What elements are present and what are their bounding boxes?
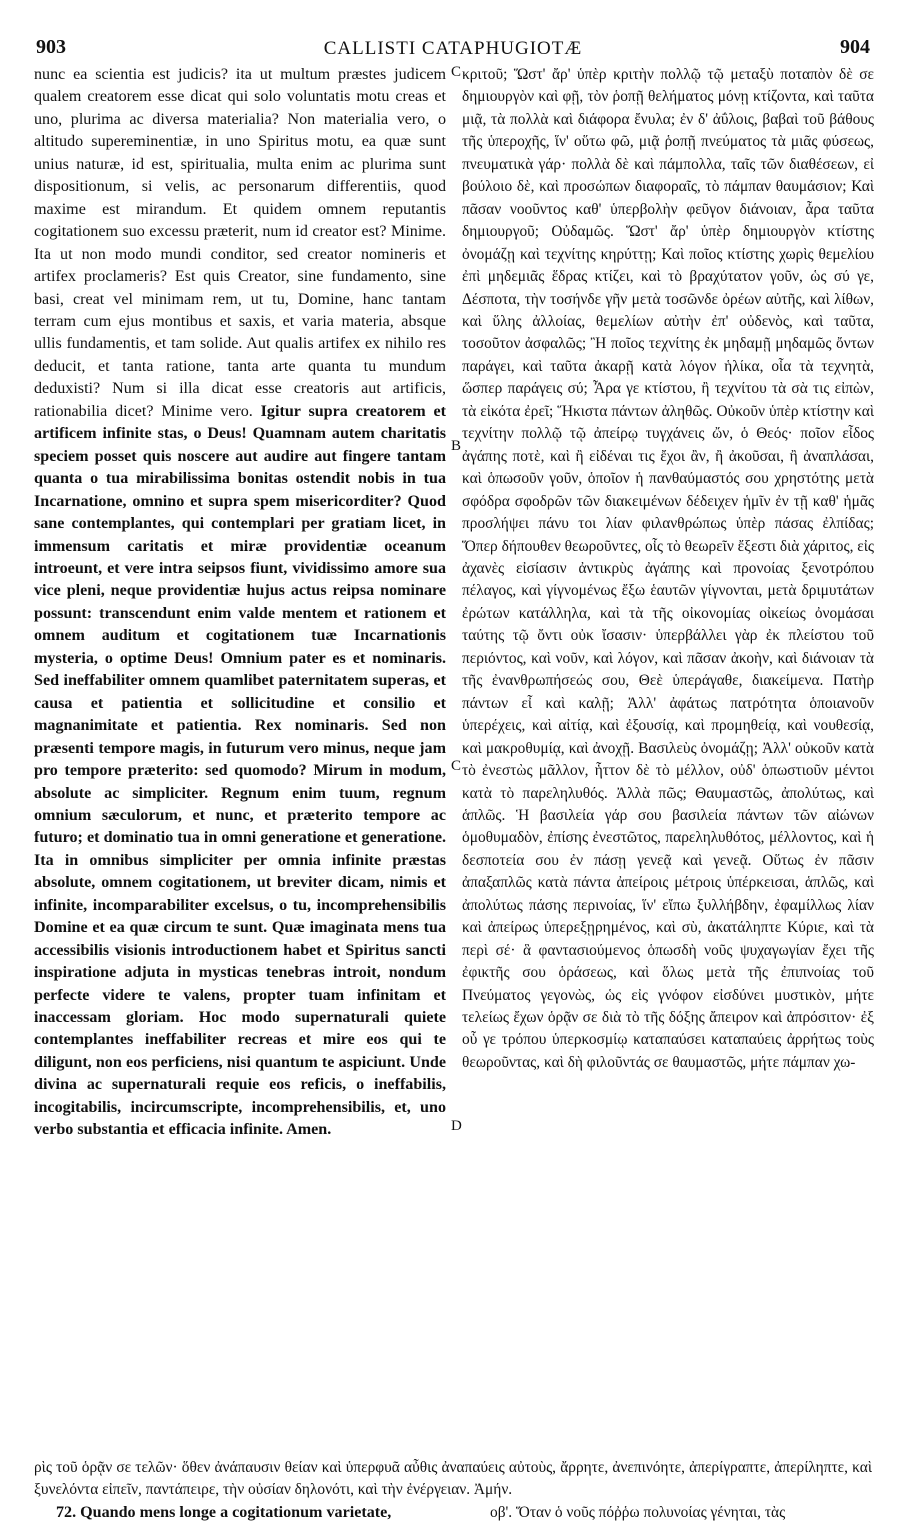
margin-letter-c: C: [451, 64, 462, 80]
margin-letter-c-second: C: [451, 758, 462, 774]
margin-letter-b: B: [451, 438, 462, 454]
latin-text-bold: Igitur supra creatorem et artificem infinite stas, o Deus! Quamnam autem charitatis speciem posset quis noscere aut audire aut fingere tantam quanta o tua mirabilissima bonitas ostendit nobis in tua Incarnatione, omnino et supra spem misericorditer? Quod sane contemplantes, qui contemplari per gratiam licet, in immensum caritatis et miræ providentiæ oceanum introeunt, et vere intra seipsos fiunt, vividissimo amore sua vice pleni, neque providentiæ hujus actus reipsa nominare possunt: transcendunt enim valde mentem et rationem et omnem auditum et cogitationem tuæ Incarnationis mysteria, o optime Deus! Omnium pater es et nominaris. Sed ineffabiliter omnem quamlibet paternitatem superas, et causa et patientia et sollicitudine et consilio et magnanimitate et patientia. Rex nominaris. Sed non præsenti tempore magis, in futurum vero minus, neque jam pro tempore præterito: sed quomodo? Mirum in modum, absolute ac simpliciter. Regnum enim tuum, regnum omnium sæculorum, et nunc, et præterito tempore ac futuro; et dominatio tua in omni generatione et generatione. Ita in omnibus simpliciter per omnia infinite præstas absolute, omnem cogitationem, ut breviter dicam, nimis et infinite, incomparabiliter excelsus, o tu, incomprehensibilis Domine et ea quæ circum te sunt. Quæ imaginata mens tua accessibilis visionis introductionem habet et Spiritus sancti inspiratione adjuta in mysticas tenebras introit, nondum perfecte videre te valens, propter tuam infinitam et inaccessam gloriam. Hoc modo supernaturali quiete contemplantes ineffabiliter recreas et mire eos qui te diligunt, non eos perficiens, nisi quantum te aspiciunt. Unde divina ac supernaturali requie eos reficis, o ineffabilis, incogitabilis, incircumscripte, incomprehensibilis, et, uno verbo substantia et efficacia infinite. Amen.: [34, 402, 446, 1139]
margin-letter-d: D: [451, 1118, 462, 1134]
page-number-left: 903: [36, 36, 66, 58]
greek-text: κριτοῦ; Ὥστ' ἄρ' ὑπὲρ κριτὴν πολλῷ τῷ μεταξὺ ποταπὸν δὲ σε δημιουργὸν καὶ φῇ, τὸν ῥοπῇ θελήματος μόνῃ κτίζοντα, καὶ ταῦτα μιᾷ, τὰ πολλὰ καὶ διάφορα ἔνυλα; ἐν δ' ἀΰλοις, βαβαὶ τοῦ βάθους τῆς ὑπεροχῆς, ἵν' οὕτω φῶ, μιᾷ ῥοπῇ πνεύματος τὰ μιᾶς φύσεως, πνευματικὰ γάρ· πολλὰ δὲ καὶ πάμπολλα, ταῖς τῶν διαθέσεων, εἰ βούλοιο δὲ, καὶ προσώπων διαφοραῖς, τὸ πάμπαν θαυμάσιον; Καὶ πᾶσαν νοοῦντος καθ' ὑπερβολὴν φεῦγον διάνοιαν, ἆρα ταῦτα δημιουργοῦ; Οὐδαμῶς. Ὥστ' ἄρ' ὑπὲρ δημιουργὸν κτίστης ὀνομάζῃ καὶ τεχνίτης κηρύττῃ; Καὶ ποῖος κτίστης χωρὶς θεμελίου ἐπὶ μηδεμιᾶς ἕδρας κτίζει, καὶ τὸ βραχύτατον γοῦν, ὡς σύ γε, Δέσποτα, τὴν τοσήνδε γῆν μετὰ τοσῶνδε ὀρέων αὐτῆς, καὶ λίθων, καὶ ὕλης ἀλλοίας, θεμελίων αὐτὴν ἐπ' οὐδενὸς, καὶ ταῦτα, τοσοῦτον ἀσφαλῶς; Ἢ ποῖος τεχνίτης ἐκ μηδαμῇ μηδαμῶς ὄντων παράγει, καὶ ταῦτα ἀκαρῇ κατὰ λόγον ἡλίκα, οἷα τὰ τεχνητὰ, ὥσπερ παράγεις σύ; Ἆρα γε κτίστου, ἢ τεχνίτου τὰ σὰ τις εἰπὼν, τὰ εἰκότα ἐρεῖ; Ἥκιστα πάντων ἀληθῶς. Οὐκοῦν ὑπὲρ κτίστην καὶ τεχνίτην πολλῷ τῷ ἀπείρῳ τυγχάνεις ὤν, ὁ Θεός· ποῖον εἶδος ἀγάπης ποτὲ, καὶ ἢ εἰδέναι τις ἔχοι ἂν, ἢ ἀκοῦσαι, ἢ ἀναπλάσαι, καὶ ὁπωσοῦν γοῦν, ὁποῖον ἡ πανθαύμαστός σου χρηστότης μετὰ σφόδρα σφοδρῶν τῶν διακειμένων δέδειχεν ἡμῖν ἐν τῇ καθ' ἡμᾶς προσλήψει πάνυ τοι λίαν φιλανθρώπως ὑπὲρ πάσας ἐλπίδας; Ὅπερ δήπουθεν θεωροῦντες, οἷς τὸ θεωρεῖν ἔξεστι διὰ χάριτος, εἰς ἀχανὲς εἰσίασιν ἀντικρὺς ἀγάπης καὶ προνοίας ξενοτρόπου πέλαγος, καὶ γίγνομένως ἔξω ἑαυτῶν γίγνονται, μετὰ δριμυτάτων ἐρώτων κατάλληλα, καὶ τὰ τῆς οἰκονομίας οἰκείως ὀνομάσαι ταύτης τῷ ὄντι οὐκ ἴσασιν· ὑπερβάλλει γὰρ ἐκ πλείστου τοῦ περιόντος, καὶ νοῦν, καὶ λόγον, καὶ πᾶσαν ἀκοὴν, καὶ διάνοιαν τὰ τῆς ἐνανθρωπήσεώς σου, Θεὲ ὑπεράγαθε, διακείμενα. Πατὴρ πάντων εἶ καὶ καλῇ; Ἀλλ' ἀφάτως πατρότητα ὁποιανοῦν ὑπερέχεις, καὶ αἰτίᾳ, καὶ ἐξουσίᾳ, καὶ προμηθείᾳ, καὶ νουθεσίᾳ, καὶ μακροθυμίᾳ, καὶ ἀνοχῇ. Βασιλεὺς ὀνομάζῃ; Ἀλλ' οὐκοῦν κατὰ τὸ ἐνεστὼς μᾶλλον, ἧττον δὲ τὸ μέλλον, οὐδ' ὁπωστιοῦν μέντοι κατὰ τὸ παρεληλυθός. Ἀλλὰ πῶς; Θαυμαστῶς, ἀπολύτως, καὶ ἁπλῶς. Ἡ βασιλεία γάρ σου βασιλεία πάντων τῶν αἰώνων ὁμοθυμαδὸν, ἐπίσης ἐνεστῶτος, παρεληλυθότος, μέλλοντος, καὶ ἡ δεσποτεία σου ἐν πάσῃ γενεᾷ καὶ γενεᾷ. Οὕτως ἐν πᾶσιν ἀπαξαπλῶς κατὰ πάντα ἀπείροις μέτροις ὑπέρκεισαι, ἁπλῶς, καὶ ἀπολύτως πάσης περινοίας, ἵν' εἴπω ξυλλήβδην, ἐφαμίλλως λίαν καὶ ἀπείρως ὑπερεξῃρημένος, καὶ σὺ, ἀκατάληπτε Κύριε, καὶ τὰ περὶ σέ· ἃ φαντασιούμενος ὁπωσδὴ νοῦς ψυχαγωγίαν ἔχει τῆς ἐφικτῆς σου ὁράσεως, καὶ ὅλως μετὰ τῆς ἐπιπνοίας τοῦ Πνεύματος γεγονὼς, ὡς εἰς γνόφον εἰσδύνει μυστικὸν, μήτε τελείως ἔχων ὁρᾷν σε διὰ τὸ τῆς δόξης ἄπειρον καὶ ἀπρόσιτον· ἐξ οὗ γε τρόπου ὑπερκοσμίῳ καταπαύσει καταπαύεις ἀρρήτως τοὺς θεωροῦντας, καὶ δὴ φιλοῦντάς σε θαυμαστῶς, μήτε πάμπαν χω-: [462, 66, 874, 1071]
greek-section-heading: οβ'. Ὅταν ὁ νοῦς πόῤῥω πολυνοίας γένηται, τὰς: [490, 1504, 786, 1521]
running-title: CALLISTI CATAPHUGIOTÆ: [323, 38, 583, 59]
running-header: [36, 36, 870, 58]
greek-column: [462, 64, 874, 1458]
latin-section-heading: 72. Quando mens longe a cogitationum varietate,: [56, 1504, 392, 1521]
latin-column: [34, 64, 446, 1458]
section-heading-footer: [34, 1504, 872, 1528]
latin-text: nunc ea scientia est judicis? ita ut multum præstes judicem qualem creatorem esse dicat qui solo voluntatis motu creas et uno, plurima ac diversa materialia? Non materialia vero, o altitudo supereminentiæ, in uno Spiritus motu, ea quæ sunt unius naturæ, id est, spiritualia, multa enim ac plurima sunt dispositionum, si velis, ac personarum differentiis, quod maxime est mirandum. Et quidem omnem reputantis cogitationem suo excessu præterit, num id creator est? Minime. Ita ut non modo mundi conditor, sed creator nomineris et artifex proclameris? Est quis Creator, sine fundamento, sine basi, creat vel minimam rem, ut tu, Domine, hanc tantam terram cum ejus montibus et saxis, et varia materia, absque ullis fundamentis, et tam solide. Aut qualis artifex ex nihilo res deducit, et tanta ratione, tanta arte quanta tu mundum deduxisti? Num si illa dicat esse creatoris aut artificis, rationabilia dicet? Minime vero.: [34, 66, 446, 420]
greek-continuation: ρὶς τοῦ ὁρᾷν σε τελῶν· ὅθεν ἀνάπαυσιν θείαν καὶ ὑπερφυᾶ αὖθις ἀναπαύεις αὐτοὺς, ἄρρητε, ἀνεπινόητε, ἀπερίγραπτε, ἀπερίληπτε, καὶ ξυνελόντα εἰπεῖν, παντάπειρε, τὴν οὐσίαν δηλονότι, καὶ τὴν ἐνέργειαν. Ἀμήν.: [34, 1459, 872, 1499]
page-number-right: 904: [840, 36, 870, 58]
